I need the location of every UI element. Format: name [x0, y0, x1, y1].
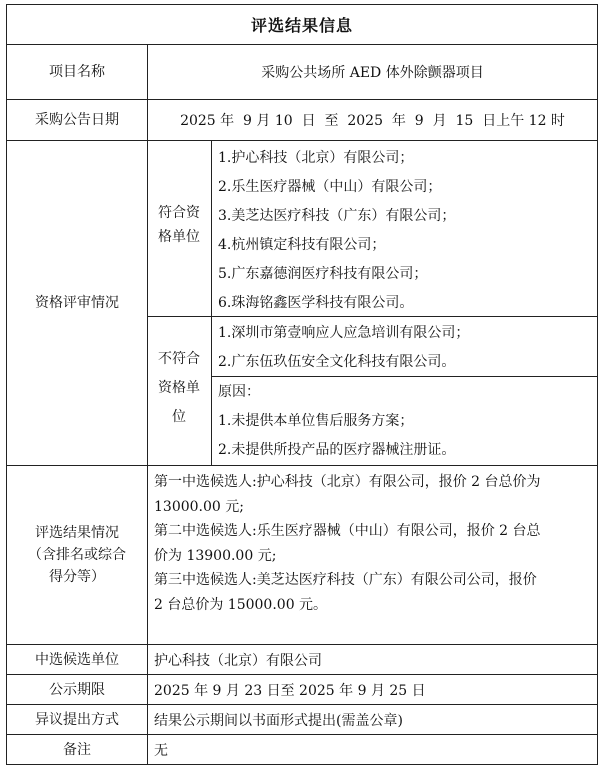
list-item: 1.未提供本单位售后服务方案；	[218, 413, 414, 429]
remark-row	[7, 735, 598, 765]
winner-value: 护心科技（北京）有限公司	[148, 645, 598, 675]
list-item: 2.广东伍玖伍安全文化科技有限公司。	[218, 354, 456, 370]
qualification-detail	[148, 141, 597, 465]
table-title: 评选结果信息	[7, 5, 598, 45]
result-label-line: 得分等）	[49, 569, 105, 585]
objection-label: 异议提出方式	[7, 705, 148, 735]
winner-row	[7, 645, 598, 675]
result-info-document	[6, 4, 598, 765]
winner-label: 中选候选单位	[7, 645, 148, 675]
list-item: 5.广东嘉德润医疗科技有限公司；	[218, 266, 428, 282]
result-line: 第二中选候选人:乐生医疗器械（中山）有限公司，报价 2 台总	[154, 523, 541, 539]
remark-label: 备注	[7, 735, 148, 765]
result-label-line: 评选结果情况	[35, 525, 119, 541]
qualified-label-line: 格单位	[158, 229, 200, 245]
list-item: 2.未提供所投产品的医疗器械注册证。	[218, 442, 456, 458]
objection-value: 结果公示期间以书面形式提出(需盖公章)	[148, 705, 598, 735]
announce-date-row	[7, 100, 598, 141]
result-line: 第三中选候选人:美芝达医疗科技（广东）有限公司公司，报价	[154, 572, 537, 588]
objection-row	[7, 705, 598, 735]
result-line: 价为 13900.00 元;	[154, 547, 277, 564]
list-item: 1.深圳市第壹响应人应急培训有限公司；	[218, 325, 470, 341]
unqualified-list	[148, 319, 469, 377]
result-value	[148, 466, 598, 645]
project-row	[7, 45, 598, 100]
publicity-row	[7, 675, 598, 705]
list-item: 4.杭州镇定科技有限公司；	[218, 237, 386, 253]
list-item: 6.珠海铭鑫医学科技有限公司。	[218, 295, 414, 311]
result-line: 2 台总价为 15000.00 元。	[154, 596, 328, 613]
announce-date-value: 2025 年 9 月 10 日 至 2025 年 9 月 15 日上午 12 时	[148, 100, 598, 141]
publicity-label: 公示期限	[7, 675, 148, 705]
unqualified-reasons	[148, 378, 455, 465]
list-item: 1.护心科技（北京）有限公司；	[218, 150, 414, 166]
unqualified-label-line: 资格单	[158, 380, 200, 396]
publicity-value: 2025 年 9 月 23 日至 2025 年 9 月 25 日	[148, 675, 598, 705]
result-row	[7, 466, 598, 645]
unqualified-label-line: 位	[172, 409, 186, 425]
qualified-label-line: 符合资	[158, 205, 200, 221]
result-label	[7, 466, 148, 645]
announce-date-label: 采购公告日期	[7, 100, 148, 141]
result-line: 第一中选候选人:护心科技（北京）有限公司，报价 2 台总价为	[154, 474, 541, 490]
project-value: 采购公共场所 AED 体外除颤器项目	[148, 45, 598, 100]
project-label: 项目名称	[7, 45, 148, 100]
qualified-list	[148, 144, 455, 318]
result-table	[6, 4, 598, 765]
result-line: 13000.00 元;	[154, 498, 244, 515]
unqualified-label-line: 不符合	[158, 351, 200, 367]
list-item: 2.乐生医疗器械（中山）有限公司；	[218, 179, 442, 195]
qualification-row	[7, 141, 598, 466]
remark-value: 无	[148, 735, 598, 765]
title-row	[7, 5, 598, 45]
list-item: 3.美芝达医疗科技（广东）有限公司；	[218, 208, 456, 224]
reason-title: 原因：	[218, 384, 260, 400]
result-label-line: （含排名或综合	[28, 547, 126, 563]
qualification-label: 资格评审情况	[7, 141, 148, 466]
